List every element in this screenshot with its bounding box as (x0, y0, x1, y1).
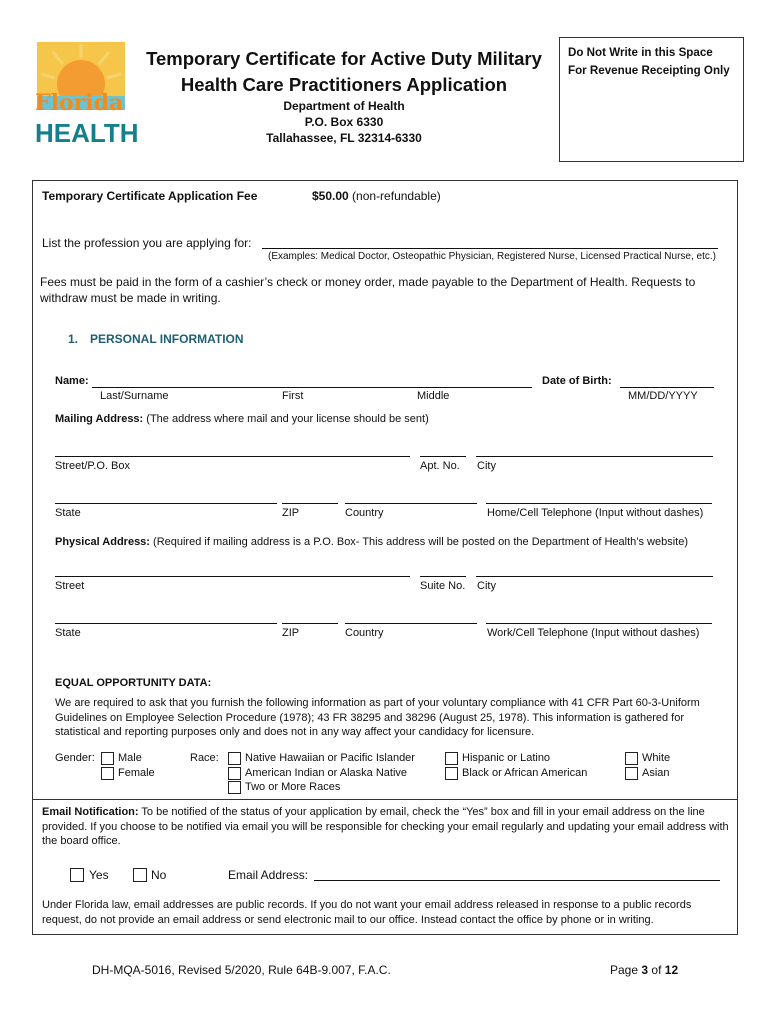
profession-label: List the profession you are applying for: (42, 236, 252, 250)
mailing-country-input-line[interactable] (345, 503, 477, 504)
dept-po-box: P.O. Box 6330 (304, 115, 384, 129)
race-label: Race: (190, 752, 219, 764)
middle-name-caption: Middle (417, 390, 450, 402)
male-label: Male (118, 752, 142, 764)
race-white-checkbox[interactable] (625, 752, 638, 765)
page-total: 12 (664, 963, 679, 977)
mailing-city-input-line[interactable] (476, 456, 713, 457)
dob-format-caption: MM/DD/YYYY (628, 390, 698, 402)
apt-no-caption: Apt. No. (420, 460, 460, 472)
page-number (610, 963, 678, 977)
street-caption: Street (55, 580, 85, 592)
suite-no-caption: Suite No. (420, 580, 466, 592)
work-phone-input-line[interactable] (486, 623, 712, 624)
city-caption: City (477, 460, 496, 472)
zip-caption: ZIP (282, 507, 300, 519)
fee-amount-row (312, 189, 441, 203)
section-1-title: PERSONAL INFORMATION (90, 332, 244, 346)
physical-address-heading (55, 536, 688, 548)
mailing-address-label: Mailing Address: (55, 413, 144, 425)
form-title (130, 46, 558, 98)
email-public-record-note: Under Florida law, email addresses are public records. If you do not want your email address released in response to a public records request, do not provide an email address or send electronic mail to our office. Instead contact the office by phone or in writing. (42, 899, 692, 926)
race-nhpi-checkbox[interactable] (228, 752, 241, 765)
logo-text-health: HEALTH (35, 118, 139, 148)
mailing-apt-input-line[interactable] (420, 456, 466, 457)
eeo-title: EQUAL OPPORTUNITY DATA: (55, 677, 212, 689)
race-hispanic-label: Hispanic or Latino (462, 752, 551, 764)
physical-country-input-line[interactable] (345, 623, 477, 624)
race-asian-label: Asian (642, 767, 670, 779)
street-po-caption: Street/P.O. Box (55, 460, 131, 472)
email-notification-body: To be notified of the status of your application by email, check the “Yes” box and fill in your email address on the line provided. If you choose to be notified via email you will be responsible for checking your email regularly and updating your email address with the board office. (42, 806, 729, 847)
receipt-line-2: For Revenue Receipting Only (568, 64, 730, 77)
email-no-label: No (151, 868, 167, 882)
profession-input-line[interactable] (262, 248, 718, 249)
name-label: Name: (55, 375, 89, 387)
race-aian-label: American Indian or Alaska Native (245, 767, 408, 779)
revenue-receipt-box (559, 37, 744, 162)
country-caption: Country (345, 507, 384, 519)
race-hispanic-checkbox[interactable] (445, 752, 458, 765)
department-address (130, 98, 558, 146)
email-address-input-line[interactable] (314, 880, 720, 881)
physical-suite-input-line[interactable] (420, 576, 466, 577)
fee-label: Temporary Certificate Application Fee (42, 189, 258, 203)
home-phone-input-line[interactable] (486, 503, 712, 504)
home-phone-caption: Home/Cell Telephone (Input without dashes) (487, 507, 704, 519)
male-checkbox[interactable] (101, 752, 114, 765)
physical-address-label: Physical Address: (55, 536, 150, 548)
email-notification-label: Email Notification: (42, 806, 139, 818)
race-white-label: White (642, 752, 671, 764)
page-of: of (651, 963, 662, 977)
section-1-number: 1. (68, 332, 79, 346)
state-caption: State (55, 507, 81, 519)
eeo-text: We are required to ask that you furnish the following information as part of your voluntary compliance with 41 CFR Part 60-3-Uniform Guidelines on Employee Selection Procedure (1978); 43 FR 38295 and 38296 (August 25, 1978). This information is gathered for statistical and reporting purposes only and does not in any way affect your candidacy for licensure. (55, 697, 700, 738)
email-notification-text (42, 805, 732, 849)
email-no-checkbox[interactable] (133, 868, 147, 882)
race-asian-checkbox[interactable] (625, 767, 638, 780)
physical-zip-input-line[interactable] (282, 623, 338, 624)
physical-city-input-line[interactable] (476, 576, 713, 577)
zip-caption-2: ZIP (282, 627, 300, 639)
title-line-1: Temporary Certificate for Active Duty Military (146, 48, 542, 69)
city-caption-2: City (477, 580, 496, 592)
race-black-label: Black or African American (462, 767, 588, 779)
race-nhpi-label: Native Hawaiian or Pacific Islander (245, 752, 415, 764)
page-current: 3 (641, 963, 649, 977)
state-caption-2: State (55, 627, 81, 639)
race-aian-checkbox[interactable] (228, 767, 241, 780)
physical-state-input-line[interactable] (55, 623, 277, 624)
race-two-checkbox[interactable] (228, 781, 241, 794)
female-label: Female (118, 767, 155, 779)
title-line-2: Health Care Practitioners Application (180, 74, 508, 95)
profession-examples: (Examples: Medical Doctor, Osteopathic Physician, Registered Nurse, Licensed Practical Nurse, etc.) (268, 251, 716, 262)
fee-note: (non-refundable) (352, 189, 441, 203)
gender-label: Gender: (55, 752, 95, 764)
mailing-state-input-line[interactable] (55, 503, 277, 504)
fees-payment-note: Fees must be paid in the form of a cashier’s check or money order, made payable to the Department of Health. Requests to withdraw must be made in writing. (40, 275, 696, 305)
country-caption-2: Country (345, 627, 384, 639)
receipt-line-1: Do Not Write in this Space (568, 46, 713, 59)
name-input-line[interactable] (92, 387, 532, 388)
email-section-divider (32, 799, 738, 800)
mailing-address-note: (The address where mail and your license should be sent) (146, 413, 429, 425)
dob-input-line[interactable] (620, 387, 714, 388)
physical-address-note: (Required if mailing address is a P.O. Box- This address will be posted on the Department of Health’s website) (153, 536, 689, 548)
fee-amount: $50.00 (312, 189, 349, 203)
page-prefix: Page (610, 963, 639, 977)
logo-text-florida: Florida (35, 90, 124, 116)
mailing-zip-input-line[interactable] (282, 503, 338, 504)
mailing-address-heading (55, 413, 429, 425)
physical-street-input-line[interactable] (55, 576, 410, 577)
email-yes-checkbox[interactable] (70, 868, 84, 882)
form-identifier: DH-MQA-5016, Revised 5/2020, Rule 64B-9.007, F.A.C. (92, 963, 391, 977)
race-black-checkbox[interactable] (445, 767, 458, 780)
dept-name: Department of Health (283, 99, 405, 113)
female-checkbox[interactable] (101, 767, 114, 780)
mailing-street-input-line[interactable] (55, 456, 410, 457)
email-address-label: Email Address: (228, 868, 309, 882)
dept-city: Tallahassee, FL 32314-6330 (266, 131, 422, 145)
last-surname-caption: Last/Surname (100, 390, 169, 402)
race-two-label: Two or More Races (245, 781, 341, 793)
florida-health-logo (33, 38, 139, 148)
email-yes-label: Yes (89, 868, 109, 882)
first-name-caption: First (282, 390, 304, 402)
work-phone-caption: Work/Cell Telephone (Input without dashes) (487, 627, 700, 639)
dob-label: Date of Birth: (542, 375, 612, 387)
